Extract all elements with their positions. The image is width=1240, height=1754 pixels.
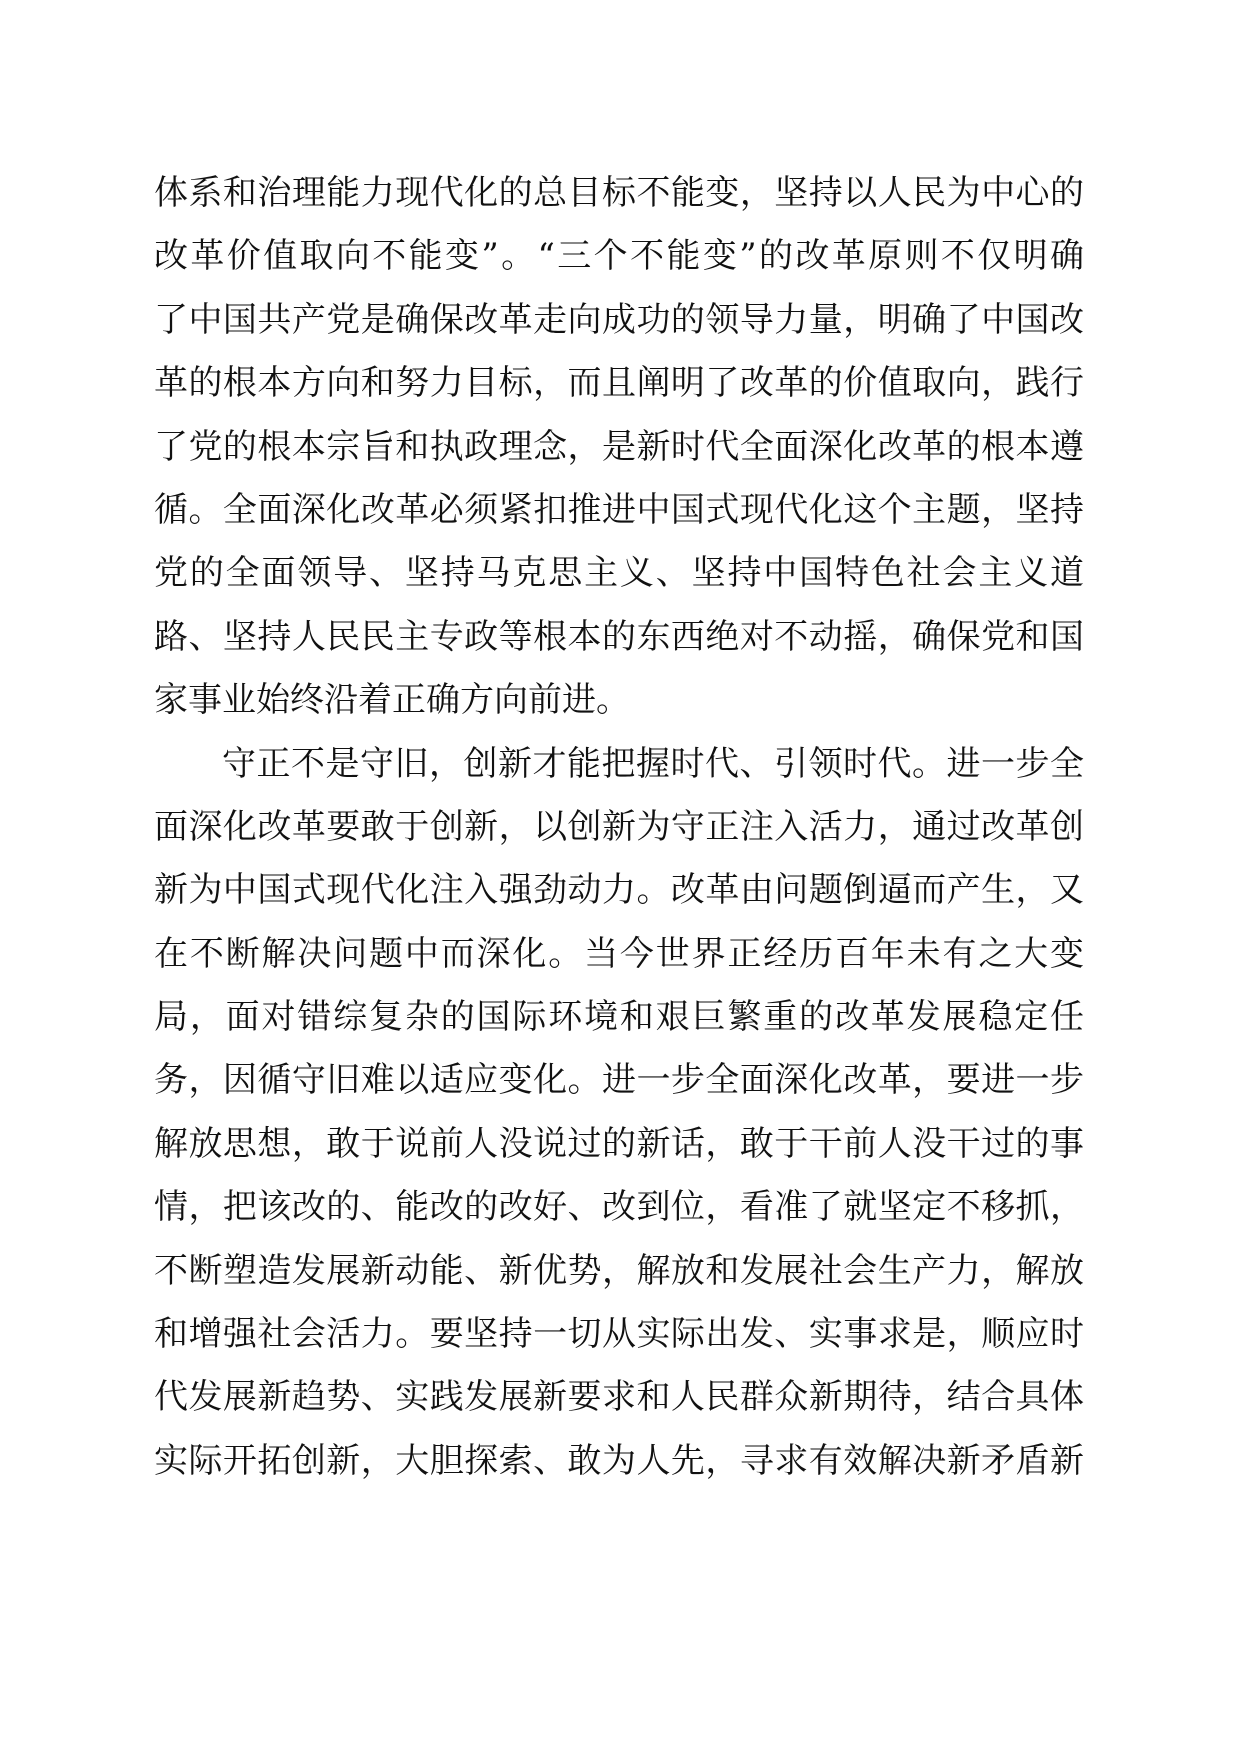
text-line: 在不断解决问题中而深化。当今世界正经历百年未有之大变 xyxy=(154,933,1084,974)
text-line: 不断塑造发展新动能、新优势，解放和发展社会生产力，解放 xyxy=(154,1250,1084,1291)
paragraph-1 xyxy=(154,162,1084,733)
text-line: 新为中国式现代化注入强劲动力。改革由问题倒逼而产生，又 xyxy=(154,870,1084,911)
text-line: 党的全面领导、坚持马克思主义、坚持中国特色社会主义道 xyxy=(154,553,1084,594)
text-line: 情，把该改的、能改的改好、改到位，看准了就坚定不移抓， xyxy=(154,1187,1084,1228)
text-line: 改革价值取向不能变”。“三个不能变”的改革原则不仅明确 xyxy=(154,236,1084,277)
text-line: 路、坚持人民民主专政等根本的东西绝对不动摇，确保党和国 xyxy=(154,616,1084,657)
text-line: 务，因循守旧难以适应变化。进一步全面深化改革，要进一步 xyxy=(154,1060,1084,1101)
text-line: 和增强社会活力。要坚持一切从实际出发、实事求是，顺应时 xyxy=(154,1314,1084,1355)
text-line: 了党的根本宗旨和执政理念，是新时代全面深化改革的根本遵 xyxy=(154,426,1084,467)
body-text xyxy=(154,162,1084,1493)
paragraph-2 xyxy=(154,733,1084,1494)
text-line: 守正不是守旧，创新才能把握时代、引领时代。进一步全 xyxy=(222,743,1084,784)
text-line: 革的根本方向和努力目标，而且阐明了改革的价值取向，践行 xyxy=(154,363,1084,404)
text-line: 代发展新趋势、实践发展新要求和人民群众新期待，结合具体 xyxy=(154,1377,1084,1418)
text-line: 实际开拓创新，大胆探索、敢为人先，寻求有效解决新矛盾新 xyxy=(154,1440,1084,1481)
text-line: 面深化改革要敢于创新，以创新为守正注入活力，通过改革创 xyxy=(154,806,1084,847)
text-line: 循。全面深化改革必须紧扣推进中国式现代化这个主题，坚持 xyxy=(154,489,1084,530)
text-line: 家事业始终沿着正确方向前进。 xyxy=(154,680,630,721)
text-line: 体系和治理能力现代化的总目标不能变，坚持以人民为中心的 xyxy=(154,173,1084,213)
text-line: 了中国共产党是确保改革走向成功的领导力量，明确了中国改 xyxy=(154,299,1084,340)
text-line: 局，面对错综复杂的国际环境和艰巨繁重的改革发展稳定任 xyxy=(154,997,1084,1038)
text-line: 解放思想，敢于说前人没说过的新话，敢于干前人没干过的事 xyxy=(154,1123,1084,1164)
